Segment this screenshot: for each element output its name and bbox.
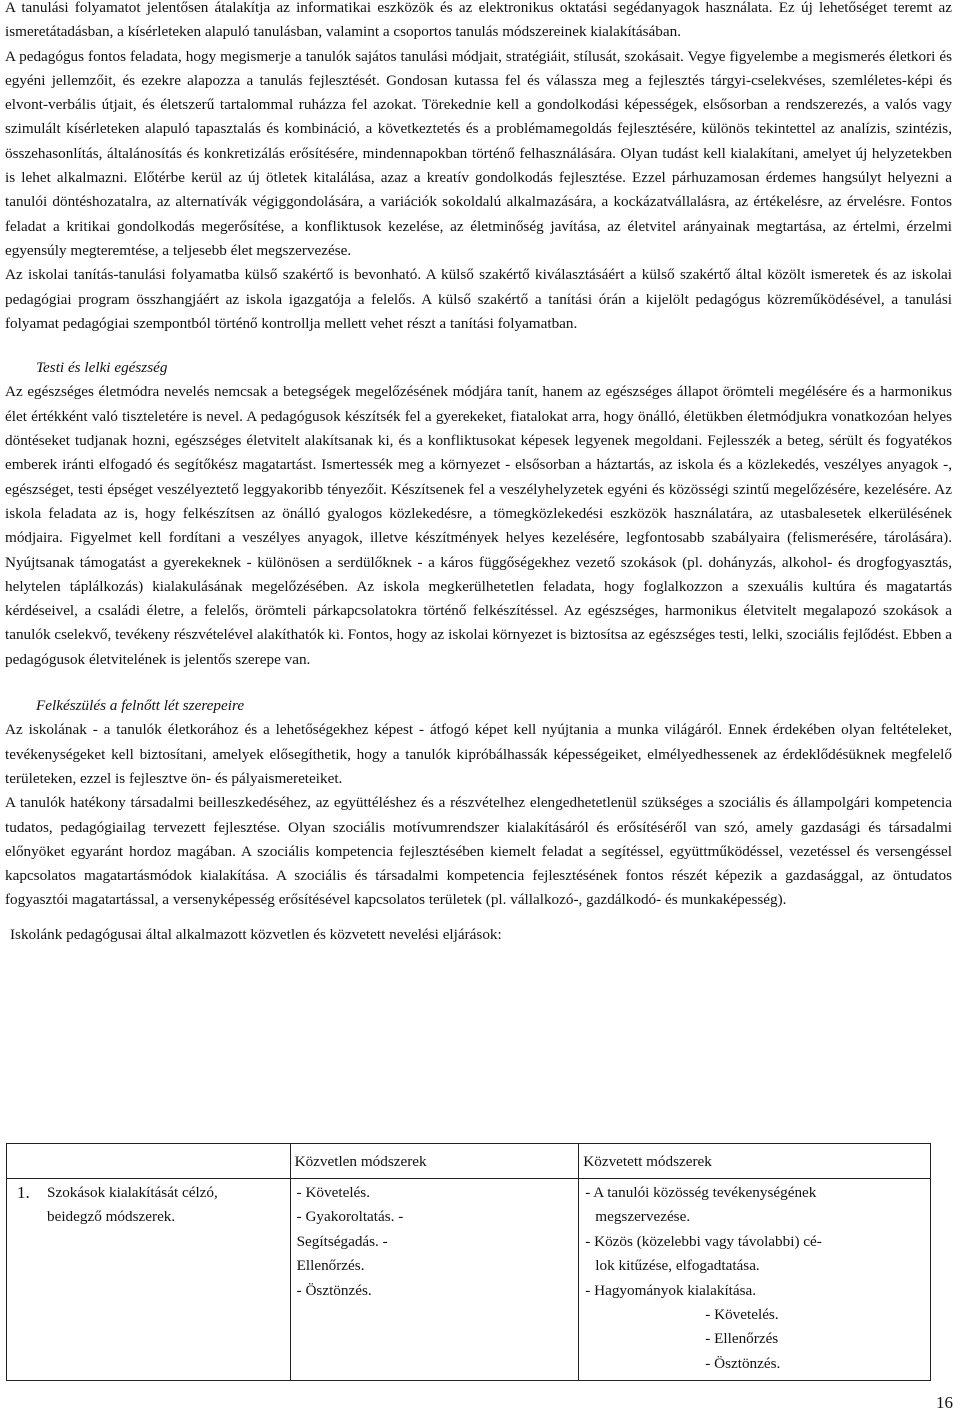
list-item: Segítségadás. -: [296, 1232, 388, 1250]
row-label-line: beidegző módszerek.: [47, 1208, 176, 1226]
header-direct-methods: Közvetlen módszerek: [294, 1153, 427, 1170]
paragraph-teacher-tasks: A pedagógus fontos feladata, hogy megismerje a tanulók sajátos tanulási módjait, stratégiáit, stílusát, szokásait. Vegye figyelembe a megismerés életkori és egyéni jellemzőit, és ezekre alapozza a tanulás fejlesztését. Gondosan kutassa fel és válassza meg a fejlesztés tárgyi-cselekvéses, szemléletes-képi és elvont-verbális útjait, és életszerű tartalommal ruházza fel azokat. Törekednie kell a gondolkodási képességek, elsősorban a rendszerezés, a valós vagy szimulált kísérleteken alapuló tapasztalás és kombináció, a következtetés és a problémamegoldás fejlesztésére, különös tekintettel az analízis, szintézis, összehasonlítás, általánosítás és konkretizálás erősítésére, mindennapokban történő felhasználására. Olyan tudást kell kialakítani, amelyet új helyzetekben is lehet alkalmazni. Előtérbe kerül az új ötletek kitalálása, azaz a kreatív gondolkodás fejlesztése. Ezzel párhuzamosan érdemes hangsúlyt helyezni a tanulói döntéshozatalra, az alternatívák végiggondolására, a variációk sokoldalú alkalmazására, a kockázatvállalásra, az értékelésre, az érvelésre. Fontos feladat a kritikai gondolkodás megerősítése, a konfliktusok kezelése, az életminőség javítása, az életvitel arányainak megtartása, az értelmi, érzelmi egyensúly megteremtése, a teljesebb élet megszervezése.: [5, 47, 952, 259]
list-item: Ellenőrzés.: [296, 1257, 365, 1275]
list-item: - Gyakoroltatás. -: [296, 1208, 404, 1226]
header-direct-cell: [290, 1144, 579, 1179]
paragraph-external-expert: Az iskolai tanítás-tanulási folyamatba külső szakértő is bevonható. A külső szakértő kiválasztásáért a külső szakértő által közölt ismeretek és az iskolai pedagógiai program összhangjáért az iskola igazgatója a felelős. A külső szakértő a tanítási órán a kijelölt pedagógus közreműködésével, a tanulási folyamat pedagógiai szempontból történő kontrollja mellett vehet részt a tanítási folyamatban.: [5, 266, 952, 332]
row-label-line: Szokások kialakítását célzó,: [47, 1184, 218, 1201]
direct-methods-cell: [290, 1179, 579, 1381]
list-item: megszervezése.: [595, 1208, 691, 1226]
list-item: - Hagyományok kialakítása.: [585, 1281, 757, 1299]
list-item: - Követelés.: [705, 1306, 779, 1324]
header-empty-cell: [7, 1144, 291, 1179]
heading-health: Testi és lelki egészség: [36, 359, 168, 377]
list-item: - Ösztönzés.: [705, 1354, 781, 1372]
list-item: - Ellenőrzés: [705, 1330, 779, 1348]
methods-table: [6, 1143, 931, 1381]
paragraph-it-tools: A tanulási folyamatot jelentősen átalakítja az informatikai eszközök és az elektronikus oktatási segédanyagok használata. Ez új lehetőséget teremt az ismeretátadásban, a kísérleteken alapuló tanulásban, valamint a csoportos tanulás módszereinek kialakításában.: [5, 0, 952, 41]
table-intro: Iskolánk pedagógusai által alkalmazott közvetlen és közvetett nevelési eljárások:: [10, 925, 502, 943]
row-label-cell: [7, 1179, 291, 1381]
list-item: - Követelés.: [296, 1184, 370, 1201]
list-item: - Ösztönzés.: [296, 1281, 372, 1299]
paragraph-social-competence: A tanulók hatékony társadalmi beilleszkedéséhez, az együttéléshez és a részvételhez elengedhetetlenül szükséges a szociális és állampolgári kompetencia tudatos, pedagógiailag tervezett fejlesztése. Olyan szociális motívumrendszer kialakításáról és erősítéséről van szó, amely gazdasági és társadalmi előnyöket egyaránt hordoz magában. A szociális kompetencia fejlesztésében kiemelt feladat a segítéssel, együttműködéssel, vezetéssel és versengéssel kapcsolatos magatartásmódok kialakítása. A szociális és társadalmi kompetencia fejlesztésének fontos részét képezik a gazdasággal, az öntudatos fogyasztói magatartással, a versenyképesség erősítésével kapcsolatos területek (pl. vállalkozó-, gazdálkodó- és munkaképesség).: [5, 794, 952, 909]
heading-adult-roles: Felkészülés a felnőtt lét szerepeire: [36, 697, 245, 715]
list-item: lok kitűzése, elfogadtatása.: [595, 1257, 760, 1275]
table-header-row: [7, 1144, 931, 1179]
paragraph-health: Az egészséges életmódra nevelés nemcsak a betegségek megelőzésének módjára tanít, hanem az egészséges állapot örömteli megélésére és a harmonikus élet értékként való tiszteletére is nevel. A pedagógusok készítsék fel a gyerekeket, fiatalokat arra, hogy önálló, életükben életmódjukra vonatkozóan helyes döntéseket tudjanak hozni, egészséges életvitelt alakítsanak ki, és a konfliktusokat képesek legyenek megoldani. Fejlesszék a beteg, sérült és fogyatékos emberek iránti elfogadó és segítőkész magatartást. Ismertessék meg a környezet - elsősorban a háztartás, az iskola és a közlekedés, veszélyes anyagok -, egészséget, testi épséget veszélyeztető leggyakoribb tényezőit. Készítsenek fel a veszélyhelyzetek egyéni és közösségi szintű megelőzésére, kezelésére. Az iskola feladata az is, hogy felkészítsen az önálló gyalogos közlekedésre, a tömegközlekedési eszközök használatára, az utasbalesetek elkerülésének módjaira. Figyelmet kell fordítani a veszélyes anyagok, illetve készítmények helyes kezelésére, legfontosabb szabályaira (felismerésére, tárolására). Nyújtsanak támogatást a gyerekeknek - különösen a serdülőknek - a káros függőségekhez vezető szokások (pl. dohányzás, alkohol- és drogfogyasztás, helytelen táplálkozás) kialakulásának megelőzésében. Az iskola megkerülhetetlen feladata, hogy foglalkozzon a szexuális kultúra és magatartás kérdéseivel, a családi életre, a felelős, örömteli párkapcsolatokra történő felkészítéssel. Az egészséges, harmonikus életvitelt megalapozó szokások a tanulók cselekvő, tevékeny részvételével alakíthatók ki. Fontos, hogy az iskolai környezet is biztosítsa az egészséges testi, lelki, szociális fejlődést. Ebben a pedagógusok életvitelének is jelentős szerepe van.: [5, 383, 952, 668]
list-item: - A tanulói közösség tevékenységének: [585, 1184, 817, 1201]
header-indirect-methods: Közvetett módszerek: [583, 1153, 712, 1170]
table-row: [7, 1179, 931, 1381]
row-label: [47, 1181, 218, 1230]
row-number: 1.: [17, 1183, 30, 1202]
page-number: 16: [936, 1393, 953, 1412]
indirect-methods-cell: [579, 1179, 931, 1381]
header-indirect-cell: [579, 1144, 931, 1179]
list-item: - Közös (közelebbi vagy távolabbi) cé-: [585, 1232, 822, 1250]
paragraph-world-of-work: Az iskolának - a tanulók életkorához és a lehetőségekhez képest - átfogó képet kell nyújtania a munka világáról. Ennek érdekében olyan feltételeket, tevékenységeket kell biztosítani, amelyek elősegíthetik, hogy a tanulók kipróbálhassák képességeiket, elmélyedhessenek az érdeklődésüknek megfelelő területeken, ezzel is fejlesztve ön- és pályaismereteiket.: [5, 721, 952, 787]
